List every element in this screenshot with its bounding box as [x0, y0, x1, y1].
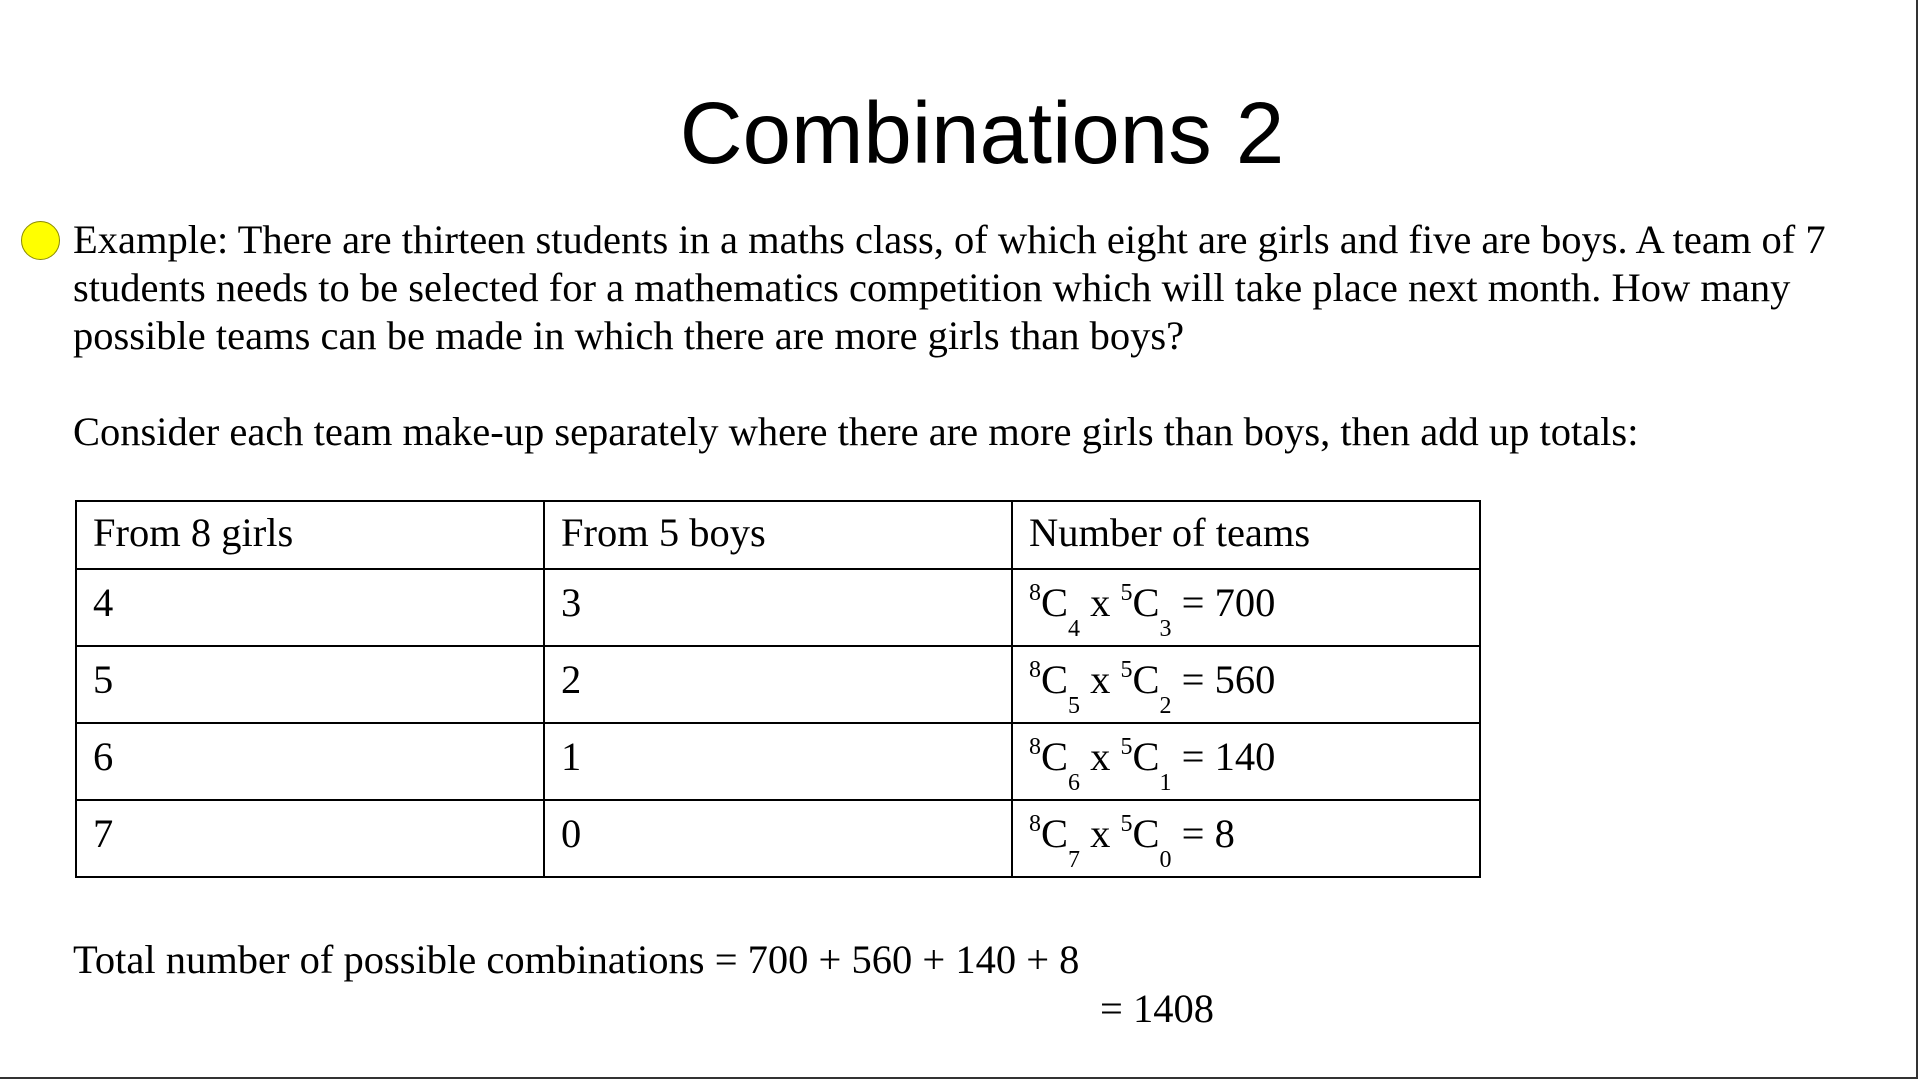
slide-title: Combinations 2 — [679, 85, 1285, 182]
n-superscript: 5 — [1120, 580, 1133, 606]
teams-formula-cell — [1012, 723, 1480, 800]
combination-symbol: C — [1132, 734, 1160, 779]
multiply-operator: x — [1080, 811, 1121, 856]
multiply-operator: x — [1080, 580, 1121, 625]
r-subscript: 2 — [1159, 693, 1172, 719]
teams-formula-cell — [1012, 569, 1480, 646]
combination-symbol: C — [1132, 580, 1160, 625]
r-subscript: 3 — [1159, 616, 1172, 642]
combination-symbol: C — [1041, 657, 1069, 702]
girls-cell: 6 — [76, 723, 544, 800]
total-line: Total number of possible combinations = 700 + 560 + 140 + 8 — [73, 937, 1080, 982]
n-superscript: 5 — [1120, 811, 1133, 837]
boys-cell: 2 — [544, 646, 1012, 723]
combination-symbol: C — [1041, 811, 1069, 856]
table-row — [76, 569, 1480, 646]
combination-symbol: C — [1041, 734, 1069, 779]
multiply-operator: x — [1080, 657, 1121, 702]
teams-formula-cell — [1012, 800, 1480, 877]
n-superscript: 8 — [1029, 580, 1041, 606]
r-subscript: 7 — [1068, 847, 1081, 873]
n-superscript: 8 — [1029, 811, 1041, 837]
formula-result: = 700 — [1171, 580, 1276, 625]
header-girls: From 8 girls — [76, 501, 544, 569]
header-teams: Number of teams — [1012, 501, 1480, 569]
combination-symbol: C — [1132, 657, 1160, 702]
girls-cell: 4 — [76, 569, 544, 646]
boys-cell: 1 — [544, 723, 1012, 800]
combination-symbol: C — [1132, 811, 1160, 856]
formula-result: = 140 — [1171, 734, 1276, 779]
yellow-bullet-icon — [21, 221, 60, 260]
formula-result: = 560 — [1171, 657, 1276, 702]
formula-result: = 8 — [1171, 811, 1235, 856]
r-subscript: 1 — [1159, 770, 1172, 796]
table-row — [76, 646, 1480, 723]
n-superscript: 5 — [1120, 657, 1133, 683]
example-paragraph: Example: There are thirteen students in a maths class, of which eight are girls and five are boys. A team of 7 students needs to be selected for a mathematics competition which will take place next month. How many possible teams can be made in which there are more girls than boys? — [73, 217, 1826, 358]
combinations-table — [75, 500, 1481, 878]
r-subscript: 6 — [1068, 770, 1081, 796]
r-subscript: 0 — [1159, 847, 1172, 873]
n-superscript: 8 — [1029, 657, 1041, 683]
table-row — [76, 800, 1480, 877]
header-boys: From 5 boys — [544, 501, 1012, 569]
total-result: = 1408 — [1100, 986, 1214, 1031]
r-subscript: 4 — [1068, 616, 1081, 642]
n-superscript: 8 — [1029, 734, 1041, 760]
boys-cell: 3 — [544, 569, 1012, 646]
r-subscript: 5 — [1068, 693, 1081, 719]
n-superscript: 5 — [1120, 734, 1133, 760]
multiply-operator: x — [1080, 734, 1121, 779]
teams-formula-cell — [1012, 646, 1480, 723]
table-header-row — [76, 501, 1480, 569]
table-row — [76, 723, 1480, 800]
instruction-paragraph: Consider each team make-up separately where there are more girls than boys, then add up totals: — [73, 409, 1639, 454]
boys-cell: 0 — [544, 800, 1012, 877]
girls-cell: 5 — [76, 646, 544, 723]
combination-symbol: C — [1041, 580, 1069, 625]
girls-cell: 7 — [76, 800, 544, 877]
